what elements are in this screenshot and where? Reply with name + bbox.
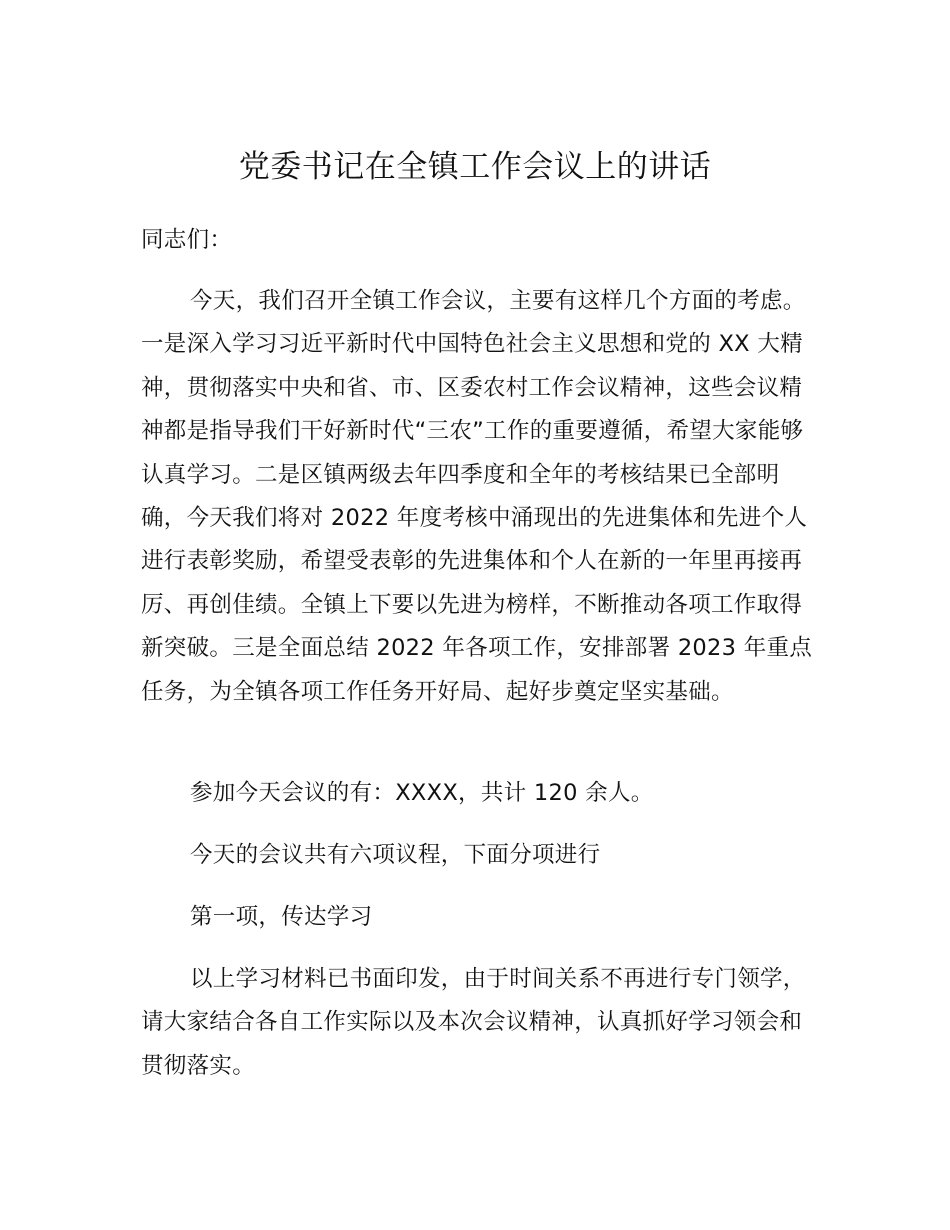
paragraph-agenda: 今天的会议共有六项议程，下面分项进行	[190, 842, 601, 868]
paragraph-attendees: 参加今天会议的有：XXXX，共计 120 余人。	[190, 780, 654, 806]
salutation: 同志们：	[141, 227, 233, 253]
paragraph-study-materials: 以上学习材料已书面印发，由于时间关系不再进行专门领学，请大家结合各自工作实际以及本次会议精神，认真抓好学习领会和贯彻落实。	[141, 966, 806, 1079]
paragraph-intro: 今天，我们召开全镇工作会议，主要有这样几个方面的考虑。一是深入学习习近平新时代中国特色社会主义思想和党的 XX 大精神，贯彻落实中央和省、市、区委农村工作会议精神，这些会议精神都是指导我们干好新时代“三农”工作的重要遵循，希望大家能够认真学习。二是区镇两级去年四季度和全年的考核结果已全部明确，今天我们将对 2022 年度考核中涌现出的先进集体和先进个人进行表彰奖励，希望受表彰的先进集体和个人在新的一年里再接再厉、再创佳绩。全镇上下要以先进为榜样，不断推动各项工作取得新突破。三是全面总结 2022 年各项工作，安排部署 2023 年重点任务，为全镇各项工作任务开好局、起好步奠定坚实基础。	[141, 288, 813, 705]
paragraph-item-one: 第一项，传达学习	[190, 904, 373, 930]
document-title: 党委书记在全镇工作会议上的讲话	[238, 149, 712, 185]
